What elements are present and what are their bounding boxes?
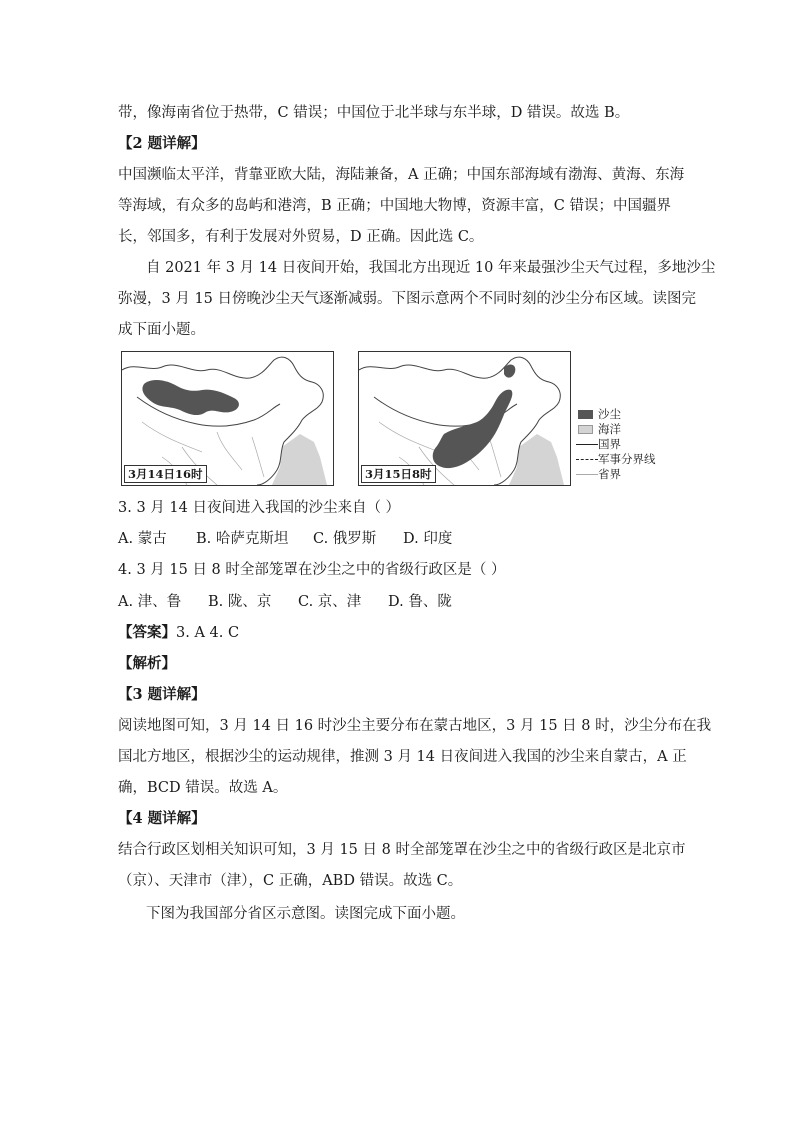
answer-label: 【答案】: [118, 624, 176, 641]
option-c: C. 俄罗斯: [313, 531, 377, 547]
legend-label: 省界: [598, 467, 621, 481]
question-4-options: [118, 592, 452, 612]
legend-ocean: [576, 422, 686, 437]
text-line: 确，BCD 错误。故选 A。: [118, 780, 288, 796]
map-march-15: [358, 351, 571, 486]
question-3: 3. 3 月 14 日夜间进入我国的沙尘来自（ ）: [118, 500, 401, 516]
province-line-symbol: [576, 474, 598, 475]
option-a: A. 蒙古: [118, 531, 167, 547]
answer-line: [118, 623, 239, 643]
ocean-swatch: [578, 425, 593, 434]
legend-dust: [576, 407, 686, 422]
text-line: 中国濒临太平洋，背靠亚欧大陆，海陆兼备，A 正确；中国东部海域有渤海、黄海、东海: [118, 167, 685, 183]
passage-line: 自 2021 年 3 月 14 日夜间开始，我国北方出现近 10 年来最强沙尘天气过程，多地沙尘: [146, 260, 716, 276]
option-c: C. 京、津: [298, 594, 362, 610]
text-line: 长，邻国多，有利于发展对外贸易，D 正确。因此选 C。: [118, 229, 484, 245]
option-b: B. 陇、京: [208, 594, 272, 610]
legend-military: [576, 452, 686, 467]
option-d: D. 鲁、陇: [388, 594, 452, 610]
text-line: （京）、天津市（津），C 正确，ABD 错误。故选 C。: [118, 873, 463, 889]
answer-value: 3. A 4. C: [176, 625, 240, 641]
dust-distribution-figure: [121, 351, 681, 491]
legend-label: 军事分界线: [598, 452, 656, 466]
dust-area: [504, 365, 515, 378]
military-line-symbol: [576, 459, 598, 460]
map2-caption: 3月15日8时: [361, 465, 436, 483]
border-line-symbol: [576, 444, 598, 445]
question-4: 4. 3 月 15 日 8 时全部笼罩在沙尘之中的省级行政区是（ ）: [118, 562, 506, 578]
legend-province: [576, 467, 686, 482]
option-d: D. 印度: [403, 531, 453, 547]
dust-area: [433, 390, 513, 468]
text-line: 国北方地区，根据沙尘的运动规律，推测 3 月 14 日夜间进入我国的沙尘来自蒙古，A 正: [118, 749, 687, 765]
section-heading: 【3 题详解】: [118, 686, 206, 703]
map-march-14: [121, 351, 334, 486]
legend-border: [576, 437, 686, 452]
text-line: 带，像海南省位于热带，C 错误；中国位于北半球与东半球，D 错误。故选 B。: [118, 105, 630, 121]
dust-swatch: [578, 410, 593, 419]
map-legend: [576, 407, 686, 482]
option-b: B. 哈萨克斯坦: [196, 531, 289, 547]
section-heading: 【4 题详解】: [118, 810, 206, 827]
question-3-options: [118, 529, 452, 549]
legend-label: 海洋: [598, 422, 621, 436]
text-line: 结合行政区划相关知识可知，3 月 15 日 8 时全部笼罩在沙尘之中的省级行政区是北京市: [118, 842, 686, 858]
legend-label: 沙尘: [598, 407, 621, 421]
map1-caption: 3月14日16时: [124, 465, 207, 483]
text-line: 等海域，有众多的岛屿和港湾，B 正确；中国地大物博，资源丰富，C 错误；中国疆界: [118, 198, 671, 214]
section-heading: 【2 题详解】: [118, 135, 206, 152]
option-a: A. 津、鲁: [118, 594, 182, 610]
passage-line: 弥漫，3 月 15 日傍晚沙尘天气逐渐减弱。下图示意两个不同时刻的沙尘分布区域。读图完: [118, 291, 696, 307]
passage-line: 成下面小题。: [118, 322, 205, 338]
analysis-heading: 【解析】: [118, 655, 176, 672]
passage-line: 下图为我国部分省区示意图。读图完成下面小题。: [146, 906, 465, 922]
legend-label: 国界: [598, 437, 621, 451]
text-line: 阅读地图可知，3 月 14 日 16 时沙尘主要分布在蒙古地区，3 月 15 日 8 时，沙尘分布在我: [118, 718, 712, 734]
